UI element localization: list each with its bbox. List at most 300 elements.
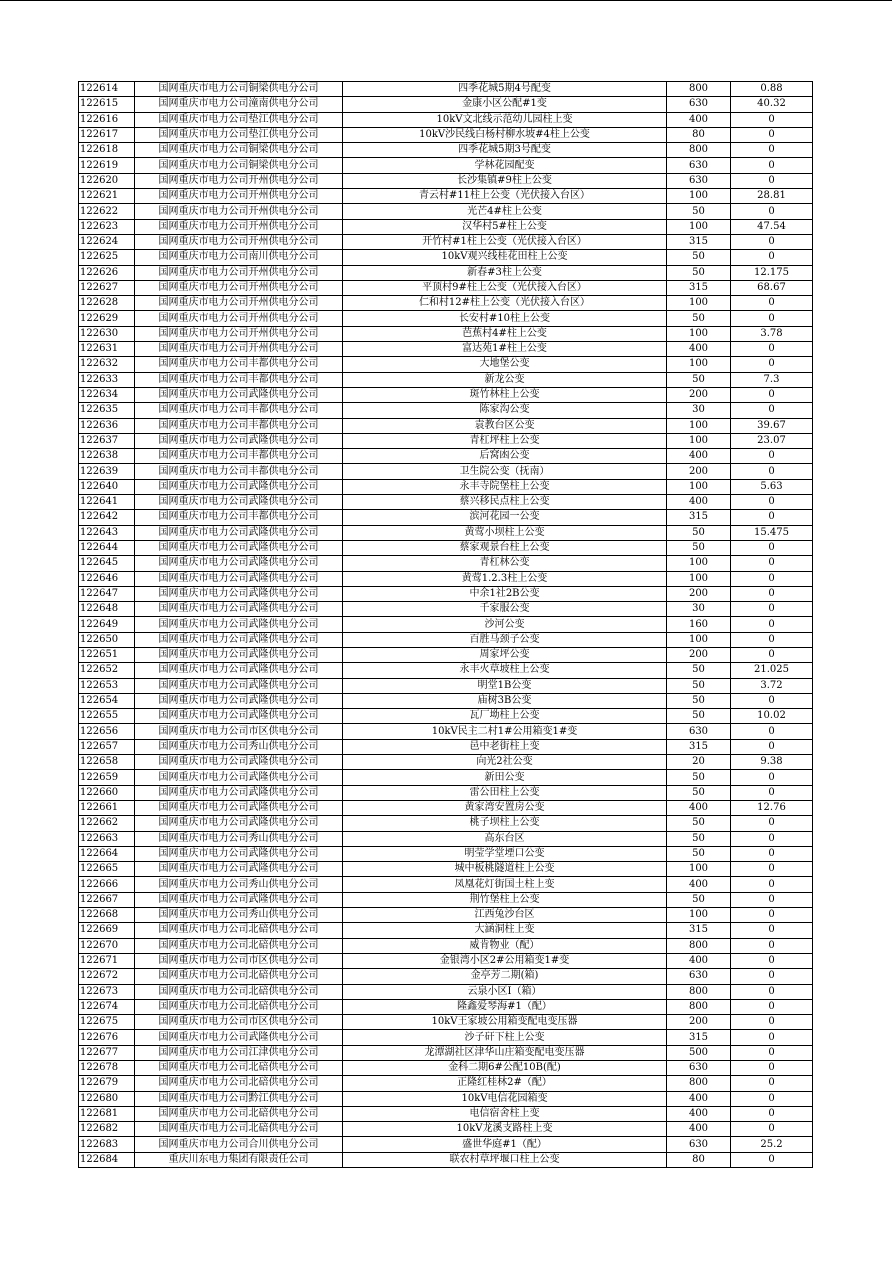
capacity-cell: 800 bbox=[667, 984, 731, 999]
transformer-name-cell: 联农村草坪堰口柱上公变 bbox=[343, 1152, 667, 1167]
transformer-name-cell: 明堂1B公变 bbox=[343, 678, 667, 693]
record-id-cell: 122630 bbox=[79, 326, 135, 341]
value-cell: 0 bbox=[731, 342, 813, 357]
capacity-cell: 800 bbox=[667, 82, 731, 97]
company-cell: 国网重庆市电力公司武隆供电分公司 bbox=[135, 387, 343, 402]
table-row bbox=[79, 510, 813, 525]
transformer-name-cell: 青杠林公变 bbox=[343, 556, 667, 571]
value-cell: 0 bbox=[731, 724, 813, 739]
capacity-cell: 50 bbox=[667, 525, 731, 540]
capacity-cell: 50 bbox=[667, 250, 731, 265]
transformer-name-cell: 滨河花园一公变 bbox=[343, 510, 667, 525]
table-row bbox=[79, 831, 813, 846]
transformer-name-cell: 周家坪公变 bbox=[343, 647, 667, 662]
record-id-cell: 122644 bbox=[79, 540, 135, 555]
transformer-name-cell: 蔡家观景台柱上公变 bbox=[343, 540, 667, 555]
value-cell: 0 bbox=[731, 127, 813, 142]
transformer-name-cell: 新田公变 bbox=[343, 770, 667, 785]
value-cell: 0 bbox=[731, 953, 813, 968]
capacity-cell: 315 bbox=[667, 739, 731, 754]
capacity-cell: 50 bbox=[667, 540, 731, 555]
value-cell: 0 bbox=[731, 969, 813, 984]
table-row bbox=[79, 800, 813, 815]
value-cell: 0 bbox=[731, 770, 813, 785]
company-cell: 国网重庆市电力公司丰都供电分公司 bbox=[135, 449, 343, 464]
record-id-cell: 122639 bbox=[79, 464, 135, 479]
company-cell: 国网重庆市电力公司开州供电分公司 bbox=[135, 173, 343, 188]
table-row bbox=[79, 602, 813, 617]
company-cell: 国网重庆市电力公司开州供电分公司 bbox=[135, 204, 343, 219]
value-cell: 0 bbox=[731, 510, 813, 525]
table-row bbox=[79, 387, 813, 402]
transformer-name-cell: 新龙公变 bbox=[343, 372, 667, 387]
company-cell: 国网重庆市电力公司武隆供电分公司 bbox=[135, 709, 343, 724]
value-cell: 0 bbox=[731, 892, 813, 907]
capacity-cell: 50 bbox=[667, 678, 731, 693]
transformer-name-cell: 10kV龙溪支路柱上变 bbox=[343, 1122, 667, 1137]
company-cell: 国网重庆市电力公司秀山供电分公司 bbox=[135, 831, 343, 846]
transformer-name-cell: 10kV民主二村1#公用箱变1#变 bbox=[343, 724, 667, 739]
record-id-cell: 122655 bbox=[79, 709, 135, 724]
company-cell: 国网重庆市电力公司武隆供电分公司 bbox=[135, 770, 343, 785]
capacity-cell: 50 bbox=[667, 846, 731, 861]
record-id-cell: 122619 bbox=[79, 158, 135, 173]
record-id-cell: 122632 bbox=[79, 357, 135, 372]
record-id-cell: 122626 bbox=[79, 265, 135, 280]
table-row bbox=[79, 862, 813, 877]
transformer-name-cell: 高东台区 bbox=[343, 831, 667, 846]
transformer-name-cell: 四季花城5期3号配变 bbox=[343, 143, 667, 158]
transformer-name-cell: 长安村#10柱上公变 bbox=[343, 311, 667, 326]
transformer-name-cell: 学林花园配变 bbox=[343, 158, 667, 173]
capacity-cell: 160 bbox=[667, 617, 731, 632]
table-row bbox=[79, 984, 813, 999]
table-row bbox=[79, 938, 813, 953]
capacity-cell: 100 bbox=[667, 296, 731, 311]
table-row bbox=[79, 969, 813, 984]
table-row bbox=[79, 82, 813, 97]
company-cell: 国网重庆市电力公司北碚供电分公司 bbox=[135, 969, 343, 984]
transformer-name-cell: 10kV王家坡公用箱变配电变压器 bbox=[343, 1015, 667, 1030]
table-row bbox=[79, 908, 813, 923]
company-cell: 国网重庆市电力公司武隆供电分公司 bbox=[135, 678, 343, 693]
capacity-cell: 50 bbox=[667, 709, 731, 724]
company-cell: 国网重庆市电力公司武隆供电分公司 bbox=[135, 846, 343, 861]
record-id-cell: 122662 bbox=[79, 816, 135, 831]
record-id-cell: 122646 bbox=[79, 571, 135, 586]
value-cell: 0 bbox=[731, 204, 813, 219]
company-cell: 国网重庆市电力公司合川供电分公司 bbox=[135, 1137, 343, 1152]
value-cell: 0 bbox=[731, 311, 813, 326]
table-row bbox=[79, 647, 813, 662]
value-cell: 0 bbox=[731, 1152, 813, 1167]
table-row bbox=[79, 923, 813, 938]
transformer-name-cell: 向光2社公变 bbox=[343, 755, 667, 770]
table-row bbox=[79, 1091, 813, 1106]
company-cell: 国网重庆市电力公司武隆供电分公司 bbox=[135, 495, 343, 510]
capacity-cell: 50 bbox=[667, 663, 731, 678]
table-row bbox=[79, 739, 813, 754]
table-row bbox=[79, 525, 813, 540]
record-id-cell: 122621 bbox=[79, 189, 135, 204]
transformer-name-cell: 沙河公变 bbox=[343, 617, 667, 632]
transformer-name-cell: 光芒4#柱上公变 bbox=[343, 204, 667, 219]
transformer-name-cell: 永丰寺院堡柱上公变 bbox=[343, 479, 667, 494]
transformer-name-cell: 城中板桃隧道柱上公变 bbox=[343, 862, 667, 877]
capacity-cell: 30 bbox=[667, 403, 731, 418]
table-row bbox=[79, 495, 813, 510]
company-cell: 国网重庆市电力公司开州供电分公司 bbox=[135, 265, 343, 280]
transformer-name-cell: 富达苑1#柱上公变 bbox=[343, 342, 667, 357]
transformer-name-cell: 金亭芳二期(箱) bbox=[343, 969, 667, 984]
value-cell: 0 bbox=[731, 1091, 813, 1106]
capacity-cell: 100 bbox=[667, 862, 731, 877]
record-id-cell: 122629 bbox=[79, 311, 135, 326]
value-cell: 7.3 bbox=[731, 372, 813, 387]
table-row bbox=[79, 877, 813, 892]
company-cell: 国网重庆市电力公司开州供电分公司 bbox=[135, 342, 343, 357]
company-cell: 国网重庆市电力公司北碚供电分公司 bbox=[135, 1106, 343, 1121]
table-row bbox=[79, 403, 813, 418]
company-cell: 国网重庆市电力公司武隆供电分公司 bbox=[135, 602, 343, 617]
value-cell: 0 bbox=[731, 112, 813, 127]
record-id-cell: 122665 bbox=[79, 862, 135, 877]
company-cell: 国网重庆市电力公司北碚供电分公司 bbox=[135, 1076, 343, 1091]
capacity-cell: 630 bbox=[667, 158, 731, 173]
capacity-cell: 630 bbox=[667, 724, 731, 739]
record-id-cell: 122683 bbox=[79, 1137, 135, 1152]
record-id-cell: 122653 bbox=[79, 678, 135, 693]
record-id-cell: 122614 bbox=[79, 82, 135, 97]
capacity-cell: 80 bbox=[667, 1152, 731, 1167]
table-row bbox=[79, 158, 813, 173]
page-top-rule bbox=[0, 0, 892, 1]
company-cell: 国网重庆市电力公司北碚供电分公司 bbox=[135, 923, 343, 938]
capacity-cell: 200 bbox=[667, 464, 731, 479]
table-row bbox=[79, 112, 813, 127]
transformer-name-cell: 黄莺小坝柱上公变 bbox=[343, 525, 667, 540]
record-id-cell: 122652 bbox=[79, 663, 135, 678]
record-id-cell: 122650 bbox=[79, 632, 135, 647]
record-id-cell: 122640 bbox=[79, 479, 135, 494]
table-row bbox=[79, 372, 813, 387]
value-cell: 0 bbox=[731, 1015, 813, 1030]
capacity-cell: 100 bbox=[667, 189, 731, 204]
transformer-name-cell: 黄家湾安置房公变 bbox=[343, 800, 667, 815]
transformer-name-cell: 电信宿舍柱上变 bbox=[343, 1106, 667, 1121]
company-cell: 国网重庆市电力公司武隆供电分公司 bbox=[135, 647, 343, 662]
capacity-cell: 50 bbox=[667, 372, 731, 387]
value-cell: 0 bbox=[731, 647, 813, 662]
transformer-name-cell: 正隆红桂林2#（配） bbox=[343, 1076, 667, 1091]
table-row bbox=[79, 219, 813, 234]
company-cell: 国网重庆市电力公司武隆供电分公司 bbox=[135, 617, 343, 632]
capacity-cell: 630 bbox=[667, 969, 731, 984]
table-row bbox=[79, 342, 813, 357]
record-id-cell: 122681 bbox=[79, 1106, 135, 1121]
table-row bbox=[79, 265, 813, 280]
capacity-cell: 100 bbox=[667, 479, 731, 494]
capacity-cell: 630 bbox=[667, 1061, 731, 1076]
transformer-name-cell: 青杠坪柱上公变 bbox=[343, 433, 667, 448]
capacity-cell: 50 bbox=[667, 770, 731, 785]
record-id-cell: 122673 bbox=[79, 984, 135, 999]
transformer-name-cell: 陈家沟公变 bbox=[343, 403, 667, 418]
table-row bbox=[79, 296, 813, 311]
value-cell: 12.175 bbox=[731, 265, 813, 280]
transformer-name-cell: 隆鑫爱琴海#1（配） bbox=[343, 999, 667, 1014]
capacity-cell: 500 bbox=[667, 1045, 731, 1060]
record-id-cell: 122675 bbox=[79, 1015, 135, 1030]
capacity-cell: 50 bbox=[667, 892, 731, 907]
transformer-name-cell: 永丰火草坡柱上公变 bbox=[343, 663, 667, 678]
capacity-cell: 50 bbox=[667, 831, 731, 846]
company-cell: 国网重庆市电力公司北碚供电分公司 bbox=[135, 938, 343, 953]
transformer-name-cell: 四季花城5期4号配变 bbox=[343, 82, 667, 97]
table-row bbox=[79, 678, 813, 693]
value-cell: 10.02 bbox=[731, 709, 813, 724]
transformer-name-cell: 平顶村9#柱上公变（光伏接入台区） bbox=[343, 280, 667, 295]
transformer-name-cell: 桃子坝柱上公变 bbox=[343, 816, 667, 831]
table-row bbox=[79, 540, 813, 555]
value-cell: 0 bbox=[731, 250, 813, 265]
value-cell: 0 bbox=[731, 571, 813, 586]
transformer-name-cell: 仁和村12#柱上公变（光伏接入台区） bbox=[343, 296, 667, 311]
table-row bbox=[79, 449, 813, 464]
capacity-cell: 400 bbox=[667, 1122, 731, 1137]
record-id-cell: 122645 bbox=[79, 556, 135, 571]
company-cell: 国网重庆市电力公司武隆供电分公司 bbox=[135, 525, 343, 540]
value-cell: 3.72 bbox=[731, 678, 813, 693]
record-id-cell: 122623 bbox=[79, 219, 135, 234]
transformer-name-cell: 10kV电信花园箱变 bbox=[343, 1091, 667, 1106]
table-row bbox=[79, 617, 813, 632]
company-cell: 国网重庆市电力公司武隆供电分公司 bbox=[135, 586, 343, 601]
transformer-name-cell: 开竹村#1柱上公变（光伏接入台区） bbox=[343, 234, 667, 249]
value-cell: 0 bbox=[731, 923, 813, 938]
value-cell: 68.67 bbox=[731, 280, 813, 295]
capacity-cell: 800 bbox=[667, 938, 731, 953]
value-cell: 3.78 bbox=[731, 326, 813, 341]
capacity-cell: 400 bbox=[667, 1091, 731, 1106]
table-row bbox=[79, 418, 813, 433]
capacity-cell: 100 bbox=[667, 571, 731, 586]
value-cell: 0 bbox=[731, 693, 813, 708]
company-cell: 国网重庆市电力公司武隆供电分公司 bbox=[135, 663, 343, 678]
value-cell: 0 bbox=[731, 739, 813, 754]
record-id-cell: 122671 bbox=[79, 953, 135, 968]
record-id-cell: 122680 bbox=[79, 1091, 135, 1106]
record-id-cell: 122657 bbox=[79, 739, 135, 754]
capacity-cell: 100 bbox=[667, 632, 731, 647]
record-id-cell: 122631 bbox=[79, 342, 135, 357]
transformer-name-cell: 袁教台区公变 bbox=[343, 418, 667, 433]
company-cell: 国网重庆市电力公司武隆供电分公司 bbox=[135, 1030, 343, 1045]
value-cell: 0 bbox=[731, 403, 813, 418]
capacity-cell: 315 bbox=[667, 280, 731, 295]
table-row bbox=[79, 326, 813, 341]
table-row bbox=[79, 571, 813, 586]
table-row bbox=[79, 464, 813, 479]
table-row bbox=[79, 1030, 813, 1045]
value-cell: 0 bbox=[731, 387, 813, 402]
value-cell: 0 bbox=[731, 785, 813, 800]
record-id-cell: 122643 bbox=[79, 525, 135, 540]
company-cell: 国网重庆市电力公司开州供电分公司 bbox=[135, 296, 343, 311]
company-cell: 国网重庆市电力公司秀山供电分公司 bbox=[135, 908, 343, 923]
capacity-cell: 200 bbox=[667, 387, 731, 402]
table-row bbox=[79, 586, 813, 601]
value-cell: 0 bbox=[731, 173, 813, 188]
value-cell: 47.54 bbox=[731, 219, 813, 234]
value-cell: 0 bbox=[731, 877, 813, 892]
table-row bbox=[79, 1061, 813, 1076]
company-cell: 国网重庆市电力公司黔江供电分公司 bbox=[135, 1091, 343, 1106]
value-cell: 28.81 bbox=[731, 189, 813, 204]
table-row bbox=[79, 724, 813, 739]
transformer-name-cell: 大地堡公变 bbox=[343, 357, 667, 372]
value-cell: 0 bbox=[731, 908, 813, 923]
value-cell: 0 bbox=[731, 234, 813, 249]
capacity-cell: 50 bbox=[667, 311, 731, 326]
company-cell: 国网重庆市电力公司潼南供电分公司 bbox=[135, 97, 343, 112]
transformer-data-table bbox=[78, 81, 813, 1168]
capacity-cell: 100 bbox=[667, 326, 731, 341]
value-cell: 21.025 bbox=[731, 663, 813, 678]
capacity-cell: 630 bbox=[667, 1137, 731, 1152]
company-cell: 国网重庆市电力公司丰都供电分公司 bbox=[135, 510, 343, 525]
record-id-cell: 122641 bbox=[79, 495, 135, 510]
record-id-cell: 122636 bbox=[79, 418, 135, 433]
table-row bbox=[79, 173, 813, 188]
company-cell: 国网重庆市电力公司武隆供电分公司 bbox=[135, 433, 343, 448]
capacity-cell: 50 bbox=[667, 265, 731, 280]
value-cell: 39.67 bbox=[731, 418, 813, 433]
table-row bbox=[79, 1152, 813, 1167]
transformer-name-cell: 瓦厂坳柱上公变 bbox=[343, 709, 667, 724]
transformer-name-cell: 云泉小区Ⅰ（箱） bbox=[343, 984, 667, 999]
capacity-cell: 100 bbox=[667, 556, 731, 571]
company-cell: 国网重庆市电力公司开州供电分公司 bbox=[135, 219, 343, 234]
table-row bbox=[79, 632, 813, 647]
record-id-cell: 122647 bbox=[79, 586, 135, 601]
table-row bbox=[79, 97, 813, 112]
company-cell: 国网重庆市电力公司铜梁供电分公司 bbox=[135, 82, 343, 97]
company-cell: 国网重庆市电力公司垫江供电分公司 bbox=[135, 127, 343, 142]
capacity-cell: 400 bbox=[667, 112, 731, 127]
company-cell: 国网重庆市电力公司北碚供电分公司 bbox=[135, 1122, 343, 1137]
transformer-name-cell: 金康小区公配#1变 bbox=[343, 97, 667, 112]
transformer-name-cell: 庙树3B公变 bbox=[343, 693, 667, 708]
transformer-name-cell: 邑中老街柱上变 bbox=[343, 739, 667, 754]
capacity-cell: 30 bbox=[667, 602, 731, 617]
record-id-cell: 122656 bbox=[79, 724, 135, 739]
record-id-cell: 122618 bbox=[79, 143, 135, 158]
table-row bbox=[79, 846, 813, 861]
company-cell: 国网重庆市电力公司武隆供电分公司 bbox=[135, 785, 343, 800]
table-row bbox=[79, 357, 813, 372]
capacity-cell: 400 bbox=[667, 495, 731, 510]
table-row bbox=[79, 1045, 813, 1060]
company-cell: 国网重庆市电力公司北碚供电分公司 bbox=[135, 984, 343, 999]
transformer-name-cell: 蔡兴移民点柱上公变 bbox=[343, 495, 667, 510]
table-row bbox=[79, 280, 813, 295]
table-row bbox=[79, 816, 813, 831]
table-row bbox=[79, 1106, 813, 1121]
value-cell: 25.2 bbox=[731, 1137, 813, 1152]
transformer-name-cell: 斑竹林柱上公变 bbox=[343, 387, 667, 402]
record-id-cell: 122617 bbox=[79, 127, 135, 142]
value-cell: 0 bbox=[731, 1045, 813, 1060]
capacity-cell: 100 bbox=[667, 357, 731, 372]
record-id-cell: 122628 bbox=[79, 296, 135, 311]
record-id-cell: 122672 bbox=[79, 969, 135, 984]
company-cell: 国网重庆市电力公司丰都供电分公司 bbox=[135, 372, 343, 387]
table-row bbox=[79, 1137, 813, 1152]
company-cell: 国网重庆市电力公司北碚供电分公司 bbox=[135, 1061, 343, 1076]
company-cell: 国网重庆市电力公司武隆供电分公司 bbox=[135, 816, 343, 831]
transformer-name-cell: 荆竹堡柱上公变 bbox=[343, 892, 667, 907]
record-id-cell: 122670 bbox=[79, 938, 135, 953]
value-cell: 0 bbox=[731, 1030, 813, 1045]
record-id-cell: 122682 bbox=[79, 1122, 135, 1137]
value-cell: 0 bbox=[731, 1106, 813, 1121]
transformer-name-cell: 金科二期6#公配10B(配) bbox=[343, 1061, 667, 1076]
record-id-cell: 122642 bbox=[79, 510, 135, 525]
company-cell: 国网重庆市电力公司开州供电分公司 bbox=[135, 311, 343, 326]
value-cell: 0 bbox=[731, 586, 813, 601]
transformer-name-cell: 后窝凼公变 bbox=[343, 449, 667, 464]
company-cell: 国网重庆市电力公司开州供电分公司 bbox=[135, 234, 343, 249]
company-cell: 国网重庆市电力公司武隆供电分公司 bbox=[135, 632, 343, 647]
record-id-cell: 122624 bbox=[79, 234, 135, 249]
transformer-name-cell: 卫生院公变（抚南） bbox=[343, 464, 667, 479]
record-id-cell: 122660 bbox=[79, 785, 135, 800]
table-row bbox=[79, 1015, 813, 1030]
table-row bbox=[79, 755, 813, 770]
table-row bbox=[79, 189, 813, 204]
value-cell: 0 bbox=[731, 540, 813, 555]
record-id-cell: 122620 bbox=[79, 173, 135, 188]
transformer-name-cell: 汉华村5#柱上公变 bbox=[343, 219, 667, 234]
record-id-cell: 122638 bbox=[79, 449, 135, 464]
capacity-cell: 100 bbox=[667, 418, 731, 433]
table-row bbox=[79, 311, 813, 326]
table-row bbox=[79, 1076, 813, 1091]
record-id-cell: 122627 bbox=[79, 280, 135, 295]
record-id-cell: 122679 bbox=[79, 1076, 135, 1091]
capacity-cell: 80 bbox=[667, 127, 731, 142]
table-row bbox=[79, 663, 813, 678]
capacity-cell: 630 bbox=[667, 173, 731, 188]
value-cell: 0 bbox=[731, 495, 813, 510]
record-id-cell: 122668 bbox=[79, 908, 135, 923]
record-id-cell: 122616 bbox=[79, 112, 135, 127]
transformer-name-cell: 青云村#11柱上公变（光伏接入台区） bbox=[343, 189, 667, 204]
transformer-name-cell: 10kV沙民线白杨村柳水坡#4柱上公变 bbox=[343, 127, 667, 142]
company-cell: 国网重庆市电力公司市区供电分公司 bbox=[135, 1015, 343, 1030]
table-row bbox=[79, 143, 813, 158]
value-cell: 0 bbox=[731, 357, 813, 372]
capacity-cell: 315 bbox=[667, 1030, 731, 1045]
record-id-cell: 122664 bbox=[79, 846, 135, 861]
record-id-cell: 122678 bbox=[79, 1061, 135, 1076]
table-row bbox=[79, 693, 813, 708]
capacity-cell: 315 bbox=[667, 510, 731, 525]
record-id-cell: 122667 bbox=[79, 892, 135, 907]
record-id-cell: 122615 bbox=[79, 97, 135, 112]
company-cell: 国网重庆市电力公司丰都供电分公司 bbox=[135, 357, 343, 372]
